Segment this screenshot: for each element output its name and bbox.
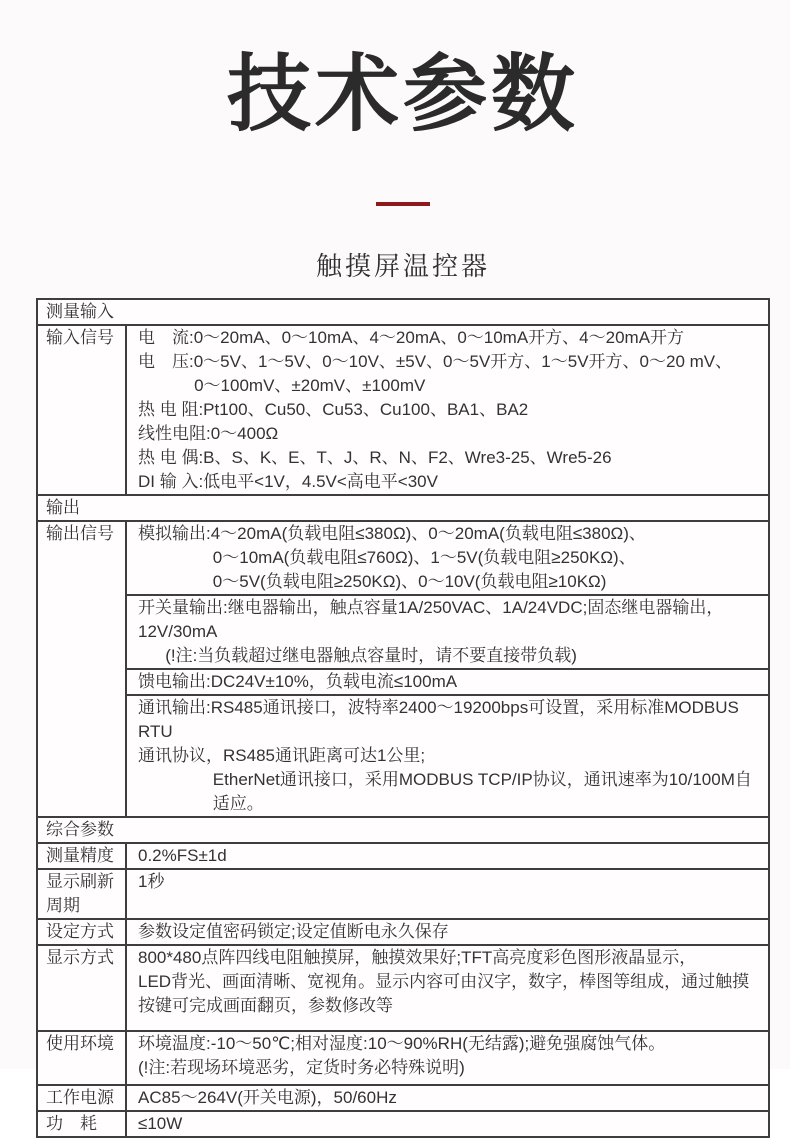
table-row (38, 1084, 768, 1110)
spec-line: (!注:若现场环境恶劣，定货时务必特殊说明) (138, 1058, 465, 1077)
row-content (127, 1032, 768, 1084)
content-block (127, 1112, 768, 1136)
spec-line: 通讯协议，RS485通讯距离可达1公里; (138, 746, 426, 765)
spec-line: (!注:当负载超过继电器触点容量时，请不要直接带负载) (165, 646, 577, 665)
row-content (127, 946, 768, 1030)
content-block (127, 1032, 768, 1084)
spec-line: 馈电输出:DC24V±10%，负载电流≤100mA (138, 672, 458, 691)
table-row (38, 324, 768, 494)
spec-line: 1秒 (138, 872, 165, 891)
table-row (38, 918, 768, 944)
row-content (127, 844, 768, 868)
content-block (127, 870, 768, 918)
row-content (127, 1086, 768, 1110)
spec-line: 0.2%FS±1d (138, 846, 227, 865)
row-content (127, 326, 768, 494)
spec-line: 0～10mA(负载电阻≤760Ω)、1～5V(负载电阻≥250KΩ)、 (212, 548, 636, 567)
content-block (127, 594, 768, 668)
spec-line: 模拟输出:4～20mA(负载电阻≤380Ω)、0～20mA(负载电阻≤380Ω)、 (138, 524, 646, 543)
spec-line: 800*480点阵四线电阻触摸屏，触摸效果好;TFT高亮度彩色图形液晶显示， (138, 948, 697, 967)
row-content (127, 1112, 768, 1136)
spec-line: 电 流:0～20mA、0～10mA、4～20mA、0～10mA开方、4～20mA开方 (138, 328, 685, 347)
row-label: 工作电源 (38, 1086, 127, 1110)
row-label: 使用环境 (38, 1032, 127, 1084)
spec-line: AC85～264V(开关电源)，50/60Hz (138, 1088, 397, 1107)
row-content (127, 870, 768, 918)
table-section-row: 综合参数 (38, 816, 768, 842)
spec-line: 热 电 偶:B、S、K、E、T、J、R、N、F2、Wre3-25、Wre5-26 (138, 448, 612, 467)
row-label: 输出信号 (38, 522, 127, 816)
spec-line: DI 输 入:低电平<1V，4.5V<高电平<30V (138, 472, 438, 491)
spec-table (36, 298, 770, 1138)
table-row (38, 1030, 768, 1084)
spec-line: ≤10W (138, 1114, 183, 1133)
spec-line: 通讯输出:RS485通讯接口，波特率2400～19200bps可设置，采用标准MODBUS RTU (138, 698, 739, 741)
table-row (38, 1110, 768, 1136)
page-title: 技术参数 (226, 47, 579, 141)
content-block (127, 668, 768, 694)
spec-line: EtherNet通讯接口，采用MODBUS TCP/IP协议，通讯速率为10/100M自适应。 (212, 770, 752, 813)
spec-line: 参数设定值密码锁定;设定值断电永久保存 (138, 922, 449, 941)
spec-line: 线性电阻:0～400Ω (138, 424, 279, 443)
content-column (36, 0, 770, 1138)
row-label: 显示刷新周期 (38, 870, 127, 918)
row-label: 测量精度 (38, 844, 127, 868)
content-block (127, 522, 768, 594)
row-content (127, 522, 768, 816)
spec-line: 0～5V(负载电阻≥250KΩ)、0～10V(负载电阻≥10KΩ) (212, 572, 607, 591)
row-label: 设定方式 (38, 920, 127, 944)
table-row (38, 944, 768, 1030)
content-block (127, 694, 768, 816)
row-label: 功 耗 (38, 1112, 127, 1136)
row-label: 输入信号 (38, 326, 127, 494)
accent-divider (376, 202, 430, 206)
table-section-row: 测量输入 (46, 302, 114, 321)
content-block (127, 844, 768, 868)
spec-line: 0～100mV、±20mV、±100mV (194, 376, 426, 395)
spec-line: 电 压:0～5V、1～5V、0～10V、±5V、0～5V开方、1～5V开方、0～20 mV、 (138, 352, 733, 371)
spec-line: 热 电 阻:Pt100、Cu50、Cu53、Cu100、BA1、BA2 (138, 400, 529, 419)
spec-line: 环境温度:-10～50℃;相对湿度:10～90%RH(无结露);避免强腐蚀气体。 (138, 1034, 666, 1053)
content-block (127, 920, 768, 944)
table-row (38, 868, 768, 918)
content-block (127, 1086, 768, 1110)
row-label: 显示方式 (38, 946, 127, 1030)
row-content (127, 920, 768, 944)
table-row (38, 842, 768, 868)
product-name: 触摸屏温控器 (315, 251, 490, 281)
content-block (127, 946, 768, 1030)
spec-line: 开关量输出:继电器输出，触点容量1A/250VAC、1A/24VDC;固态继电器输出，12V/30mA (138, 598, 724, 641)
spec-line: LED背光、画面清晰、宽视角。显示内容可由汉字，数字，棒图等组成，通过触摸 (138, 972, 750, 991)
spec-line: 按键可完成画面翻页，参数修改等 (138, 996, 393, 1015)
table-row (38, 520, 768, 816)
content-block (127, 326, 768, 494)
table-section-row: 输出 (38, 494, 768, 520)
